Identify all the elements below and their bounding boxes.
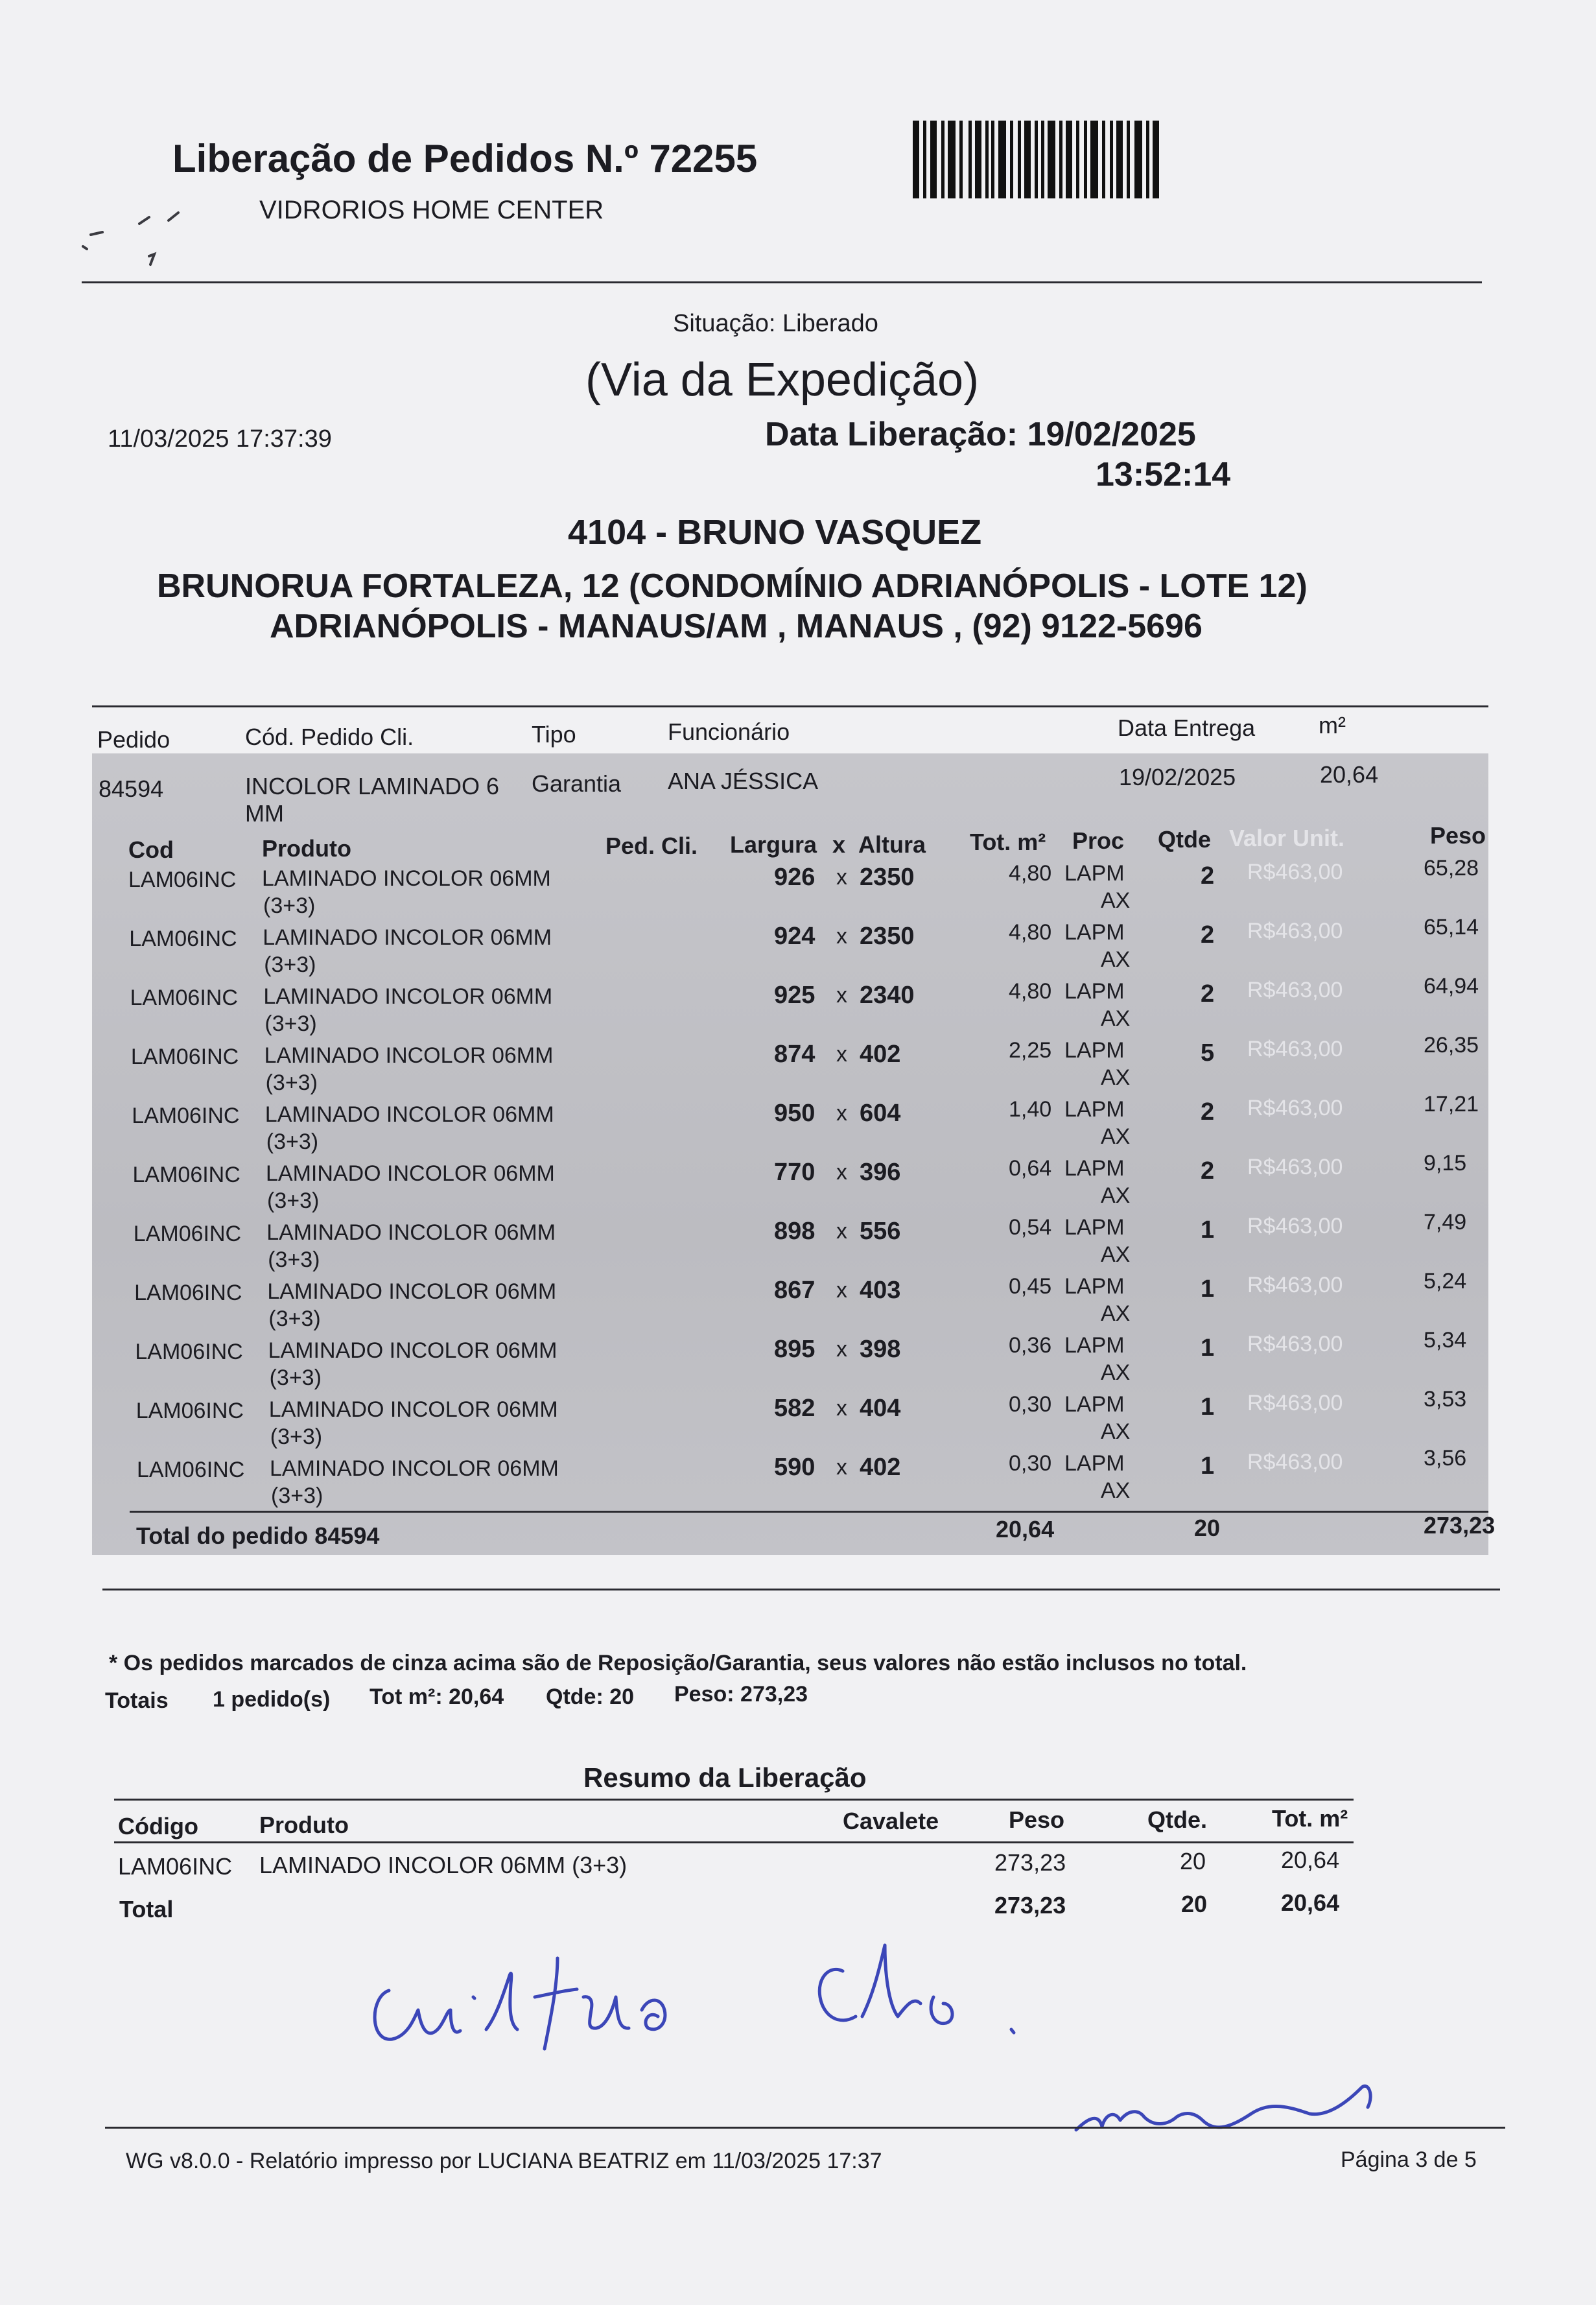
handwritten-initials bbox=[1063, 2055, 1400, 2146]
order-cod-cli-line1: INCOLOR LAMINADO 6 bbox=[245, 773, 500, 799]
resumo-produto: LAMINADO INCOLOR 06MM (3+3) bbox=[259, 1852, 628, 1878]
via-text: (Via da Expedição) bbox=[585, 354, 980, 406]
cell-proc-sub: AX bbox=[1101, 1242, 1131, 1267]
resumo-th-tot-m2: Tot. m² bbox=[1272, 1805, 1348, 1832]
cell-altura: 604 bbox=[860, 1100, 901, 1127]
total-pedido-qtde: 20 bbox=[1194, 1515, 1221, 1541]
table-row bbox=[0, 1329, 1596, 1388]
resumo-title: Resumo da Liberação bbox=[583, 1762, 867, 1793]
cell-largura: 590 bbox=[774, 1454, 816, 1481]
situacao-text: Situação: Liberado bbox=[673, 310, 878, 337]
cell-produto: LAMINADO INCOLOR 06MM bbox=[264, 1043, 554, 1068]
cell-largura: 898 bbox=[774, 1218, 816, 1245]
cell-cod: LAM06INC bbox=[133, 1222, 242, 1246]
gray-note: * Os pedidos marcados de cinza acima são de Reposição/Garantia, seus valores não estão inclusos no total. bbox=[109, 1651, 1247, 1675]
cell-peso: 5,24 bbox=[1424, 1269, 1467, 1294]
cell-proc-sub: AX bbox=[1101, 1183, 1131, 1208]
resumo-header-line bbox=[114, 1841, 1354, 1843]
scan-artifact-marks bbox=[78, 195, 207, 279]
cell-qtde: 1 bbox=[1201, 1393, 1215, 1421]
cell-tot-m2: 4,80 bbox=[1009, 920, 1052, 945]
resumo-peso: 273,23 bbox=[994, 1849, 1066, 1876]
order-pedido: 84594 bbox=[99, 775, 164, 802]
cell-qtde: 1 bbox=[1201, 1452, 1215, 1480]
cell-cod: LAM06INC bbox=[135, 1399, 244, 1423]
data-liberacao-time: 13:52:14 bbox=[1096, 456, 1231, 493]
col-m2: m² bbox=[1319, 712, 1346, 739]
th-largura: Largura bbox=[730, 831, 817, 858]
cell-proc: LAPM bbox=[1064, 1451, 1125, 1476]
col-pedido: Pedido bbox=[97, 726, 170, 753]
cell-produto-sub: (3+3) bbox=[265, 1070, 318, 1095]
resumo-codigo: LAM06INC bbox=[118, 1853, 233, 1880]
total-pedido-m2: 20,64 bbox=[996, 1516, 1055, 1543]
cell-proc-sub: AX bbox=[1101, 1478, 1131, 1503]
table-row bbox=[0, 975, 1596, 1034]
cell-cod: LAM06INC bbox=[130, 1045, 239, 1069]
cell-cod: LAM06INC bbox=[129, 927, 237, 951]
cell-peso: 26,35 bbox=[1424, 1033, 1479, 1058]
cell-qtde: 1 bbox=[1201, 1275, 1215, 1303]
cell-tot-m2: 0,30 bbox=[1009, 1451, 1052, 1476]
cell-qtde: 5 bbox=[1201, 1039, 1215, 1067]
resumo-th-cavalete: Cavalete bbox=[843, 1808, 939, 1834]
cell-valor-unit: R$463,00 bbox=[1247, 860, 1343, 884]
resumo-total-peso: 273,23 bbox=[994, 1892, 1066, 1919]
cell-produto: LAMINADO INCOLOR 06MM bbox=[262, 866, 551, 891]
resumo-total-qtde: 20 bbox=[1181, 1891, 1208, 1917]
resumo-th-peso: Peso bbox=[1009, 1806, 1065, 1833]
cell-proc: LAPM bbox=[1064, 1097, 1125, 1122]
cell-valor-unit: R$463,00 bbox=[1247, 1037, 1343, 1061]
cell-peso: 7,49 bbox=[1424, 1210, 1467, 1235]
cell-peso: 3,56 bbox=[1424, 1446, 1467, 1471]
resumo-qtde: 20 bbox=[1180, 1848, 1206, 1874]
resumo-top-line bbox=[114, 1799, 1354, 1801]
cell-produto-sub: (3+3) bbox=[268, 1247, 320, 1272]
order-funcionario: ANA JÉSSICA bbox=[668, 768, 819, 794]
cell-valor-unit: R$463,00 bbox=[1247, 919, 1343, 943]
cell-x: x bbox=[836, 1160, 847, 1185]
cell-produto: LAMINADO INCOLOR 06MM bbox=[268, 1338, 557, 1363]
cell-x: x bbox=[836, 983, 847, 1008]
client-address-line2: ADRIANÓPOLIS - MANAUS/AM , MANAUS , (92) 9122-5696 bbox=[270, 608, 1203, 645]
cell-cod: LAM06INC bbox=[130, 986, 238, 1010]
cell-qtde: 2 bbox=[1201, 980, 1215, 1008]
cell-tot-m2: 0,45 bbox=[1009, 1274, 1052, 1299]
cell-peso: 3,53 bbox=[1424, 1387, 1467, 1412]
order-cod-cli-line2: MM bbox=[245, 800, 284, 827]
cell-produto: LAMINADO INCOLOR 06MM bbox=[270, 1456, 559, 1481]
cell-produto-sub: (3+3) bbox=[263, 893, 316, 918]
cell-x: x bbox=[836, 1219, 847, 1244]
th-ped-cli: Ped. Cli. bbox=[605, 833, 698, 859]
total-pedido-peso: 273,23 bbox=[1424, 1512, 1496, 1539]
cell-cod: LAM06INC bbox=[137, 1458, 245, 1482]
cell-tot-m2: 0,64 bbox=[1009, 1156, 1052, 1181]
th-peso: Peso bbox=[1430, 822, 1486, 849]
cell-x: x bbox=[836, 1396, 847, 1421]
cell-qtde: 1 bbox=[1201, 1216, 1215, 1244]
order-header-top-line bbox=[92, 705, 1488, 707]
col-funcionario: Funcionário bbox=[668, 718, 790, 745]
cell-altura: 402 bbox=[860, 1041, 901, 1068]
cell-altura: 396 bbox=[860, 1159, 901, 1186]
th-altura: Altura bbox=[858, 831, 926, 858]
cell-proc: LAPM bbox=[1064, 979, 1125, 1004]
cell-proc: LAPM bbox=[1064, 1333, 1125, 1358]
cell-proc-sub: AX bbox=[1101, 1419, 1131, 1444]
footer-page-number: Página 3 de 5 bbox=[1341, 2147, 1477, 2172]
table-row bbox=[0, 857, 1596, 916]
th-cod: Cod bbox=[128, 836, 174, 863]
cell-largura: 874 bbox=[774, 1041, 816, 1068]
cell-produto: LAMINADO INCOLOR 06MM bbox=[266, 1161, 555, 1186]
cell-cod: LAM06INC bbox=[134, 1281, 242, 1305]
order-tipo: Garantia bbox=[532, 770, 622, 797]
cell-produto: LAMINADO INCOLOR 06MM bbox=[263, 925, 552, 950]
cell-proc: LAPM bbox=[1064, 861, 1125, 886]
cell-qtde: 2 bbox=[1201, 1157, 1215, 1185]
resumo-th-qtde: Qtde. bbox=[1147, 1806, 1208, 1833]
cell-x: x bbox=[836, 1278, 847, 1303]
totais-label: Totais bbox=[105, 1688, 169, 1713]
cell-peso: 5,34 bbox=[1424, 1328, 1467, 1353]
cell-altura: 556 bbox=[860, 1218, 901, 1245]
cell-altura: 403 bbox=[860, 1277, 901, 1304]
order-data-entrega: 19/02/2025 bbox=[1119, 764, 1236, 790]
cell-proc-sub: AX bbox=[1101, 1124, 1131, 1149]
th-valor-unit: Valor Unit. bbox=[1229, 825, 1345, 851]
cell-tot-m2: 0,30 bbox=[1009, 1392, 1052, 1417]
cell-cod: LAM06INC bbox=[135, 1340, 243, 1364]
cell-valor-unit: R$463,00 bbox=[1247, 978, 1343, 1002]
cell-cod: LAM06INC bbox=[132, 1163, 241, 1187]
col-cod-pedido-cli: Cód. Pedido Cli. bbox=[245, 724, 414, 750]
totais-pedidos: 1 pedido(s) bbox=[213, 1687, 331, 1712]
cell-valor-unit: R$463,00 bbox=[1247, 1332, 1343, 1356]
cell-produto: LAMINADO INCOLOR 06MM bbox=[268, 1397, 558, 1422]
cell-produto-sub: (3+3) bbox=[268, 1306, 321, 1331]
cell-peso: 65,28 bbox=[1424, 856, 1479, 881]
table-row bbox=[0, 1034, 1596, 1093]
cell-x: x bbox=[836, 865, 847, 890]
cell-largura: 895 bbox=[774, 1336, 816, 1363]
cell-produto-sub: (3+3) bbox=[264, 952, 316, 977]
cell-proc: LAPM bbox=[1064, 1274, 1125, 1299]
cell-largura: 925 bbox=[774, 982, 816, 1009]
cell-valor-unit: R$463,00 bbox=[1247, 1450, 1343, 1474]
th-qtde: Qtde bbox=[1158, 826, 1212, 853]
table-row bbox=[0, 916, 1596, 975]
resumo-th-codigo: Código bbox=[118, 1813, 198, 1839]
data-liberacao: Data Liberação: 19/02/2025 bbox=[765, 416, 1196, 453]
table-row bbox=[0, 1388, 1596, 1447]
resumo-total-label: Total bbox=[119, 1896, 174, 1922]
cell-qtde: 2 bbox=[1201, 862, 1215, 890]
cell-altura: 2350 bbox=[860, 923, 915, 950]
table-row bbox=[0, 1447, 1596, 1506]
cell-altura: 2350 bbox=[860, 864, 915, 891]
col-data-entrega: Data Entrega bbox=[1118, 715, 1256, 741]
handwritten-signature bbox=[363, 1919, 1050, 2062]
items-bottom-line bbox=[102, 1589, 1500, 1590]
cell-produto-sub: (3+3) bbox=[269, 1365, 322, 1390]
resumo-tot-m2: 20,64 bbox=[1281, 1847, 1340, 1873]
cell-valor-unit: R$463,00 bbox=[1247, 1155, 1343, 1179]
cell-peso: 65,14 bbox=[1424, 915, 1479, 940]
cell-proc: LAPM bbox=[1064, 1392, 1125, 1417]
document-title: Liberação de Pedidos N.º 72255 bbox=[172, 137, 758, 180]
cell-tot-m2: 4,80 bbox=[1009, 861, 1052, 886]
cell-x: x bbox=[836, 924, 847, 949]
resumo-th-produto: Produto bbox=[259, 1812, 349, 1838]
cell-proc: LAPM bbox=[1064, 920, 1125, 945]
barcode-image bbox=[913, 121, 1160, 198]
total-pedido-label: Total do pedido 84594 bbox=[136, 1522, 380, 1549]
cell-valor-unit: R$463,00 bbox=[1247, 1096, 1343, 1120]
cell-produto-sub: (3+3) bbox=[267, 1188, 320, 1213]
cell-produto: LAMINADO INCOLOR 06MM bbox=[264, 1102, 554, 1127]
cell-proc: LAPM bbox=[1064, 1215, 1125, 1240]
cell-produto: LAMINADO INCOLOR 06MM bbox=[266, 1220, 556, 1245]
items-total-top-line bbox=[130, 1511, 1488, 1513]
client-name: 4104 - BRUNO VASQUEZ bbox=[568, 513, 982, 552]
cell-proc-sub: AX bbox=[1101, 1360, 1131, 1385]
resumo-total-tot-m2: 20,64 bbox=[1281, 1889, 1340, 1916]
cell-x: x bbox=[836, 1455, 847, 1480]
cell-produto-sub: (3+3) bbox=[270, 1424, 323, 1449]
cell-produto: LAMINADO INCOLOR 06MM bbox=[263, 984, 553, 1009]
cell-peso: 9,15 bbox=[1424, 1151, 1467, 1176]
cell-proc-sub: AX bbox=[1101, 1065, 1131, 1090]
cell-qtde: 2 bbox=[1201, 1098, 1215, 1126]
cell-proc: LAPM bbox=[1064, 1038, 1125, 1063]
cell-largura: 770 bbox=[774, 1159, 816, 1186]
cell-largura: 924 bbox=[774, 923, 816, 950]
cell-altura: 398 bbox=[860, 1336, 901, 1363]
cell-produto-sub: (3+3) bbox=[271, 1483, 323, 1508]
cell-qtde: 1 bbox=[1201, 1334, 1215, 1362]
cell-cod: LAM06INC bbox=[128, 868, 237, 892]
th-proc: Proc bbox=[1072, 827, 1125, 854]
cell-peso: 17,21 bbox=[1424, 1092, 1479, 1117]
footer-left: WG v8.0.0 - Relatório impresso por LUCIANA BEATRIZ em 11/03/2025 17:37 bbox=[126, 2149, 882, 2173]
totais-qtde: Qtde: 20 bbox=[546, 1684, 635, 1709]
cell-proc-sub: AX bbox=[1101, 1006, 1131, 1031]
cell-valor-unit: R$463,00 bbox=[1247, 1391, 1343, 1415]
cell-tot-m2: 2,25 bbox=[1009, 1038, 1052, 1063]
cell-tot-m2: 0,36 bbox=[1009, 1333, 1052, 1358]
cell-proc-sub: AX bbox=[1101, 947, 1131, 972]
cell-produto-sub: (3+3) bbox=[266, 1129, 319, 1154]
footer-divider bbox=[105, 2127, 1505, 2129]
header-divider bbox=[82, 281, 1482, 283]
table-row bbox=[0, 1211, 1596, 1270]
table-row bbox=[0, 1270, 1596, 1329]
order-m2: 20,64 bbox=[1320, 761, 1379, 788]
totais-m2: Tot m²: 20,64 bbox=[370, 1684, 504, 1709]
cell-x: x bbox=[836, 1337, 847, 1362]
cell-tot-m2: 0,54 bbox=[1009, 1215, 1052, 1240]
print-datetime: 11/03/2025 17:37:39 bbox=[108, 425, 332, 453]
th-produto: Produto bbox=[262, 835, 351, 862]
cell-peso: 64,94 bbox=[1424, 974, 1479, 999]
cell-tot-m2: 4,80 bbox=[1009, 979, 1052, 1004]
table-row bbox=[0, 1093, 1596, 1152]
company-name: VIDRORIOS HOME CENTER bbox=[259, 196, 604, 224]
cell-largura: 950 bbox=[774, 1100, 816, 1127]
cell-x: x bbox=[836, 1101, 847, 1126]
cell-proc-sub: AX bbox=[1101, 888, 1131, 913]
cell-largura: 926 bbox=[774, 864, 816, 891]
cell-proc-sub: AX bbox=[1101, 1301, 1131, 1326]
cell-altura: 2340 bbox=[860, 982, 915, 1009]
cell-qtde: 2 bbox=[1201, 921, 1215, 949]
cell-altura: 402 bbox=[860, 1454, 901, 1481]
cell-altura: 404 bbox=[860, 1395, 901, 1422]
cell-produto: LAMINADO INCOLOR 06MM bbox=[267, 1279, 557, 1304]
cell-produto-sub: (3+3) bbox=[264, 1011, 317, 1036]
cell-proc: LAPM bbox=[1064, 1156, 1125, 1181]
totais-peso: Peso: 273,23 bbox=[674, 1682, 808, 1707]
th-x: x bbox=[832, 831, 846, 858]
th-tot-m2: Tot. m² bbox=[970, 829, 1046, 855]
table-row bbox=[0, 1152, 1596, 1211]
col-tipo: Tipo bbox=[532, 721, 576, 748]
cell-valor-unit: R$463,00 bbox=[1247, 1273, 1343, 1297]
cell-tot-m2: 1,40 bbox=[1009, 1097, 1052, 1122]
cell-largura: 582 bbox=[774, 1395, 816, 1422]
cell-x: x bbox=[836, 1042, 847, 1067]
cell-cod: LAM06INC bbox=[132, 1104, 240, 1128]
cell-valor-unit: R$463,00 bbox=[1247, 1214, 1343, 1238]
client-address-line1: BRUNORUA FORTALEZA, 12 (CONDOMÍNIO ADRIANÓPOLIS - LOTE 12) bbox=[157, 567, 1308, 605]
cell-largura: 867 bbox=[774, 1277, 816, 1304]
